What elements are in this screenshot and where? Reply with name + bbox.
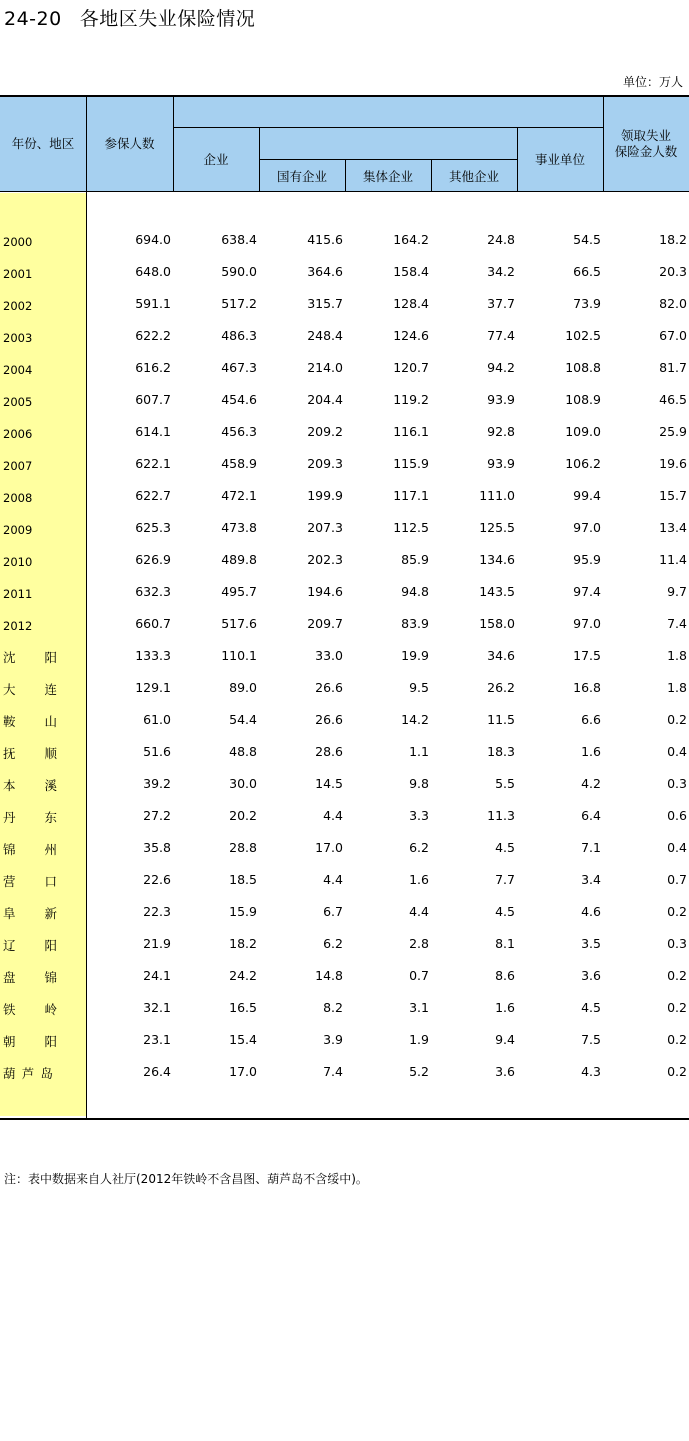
table-row xyxy=(0,254,689,286)
row-label: 本 溪 xyxy=(3,778,57,793)
row-label: 2003 xyxy=(3,331,33,345)
table-cell: 4.5 xyxy=(495,840,515,855)
table-cell: 473.8 xyxy=(221,520,257,535)
table-cell: 14.8 xyxy=(315,968,343,983)
row-label: 沈 阳 xyxy=(3,650,57,665)
table-cell: 24.1 xyxy=(143,968,171,983)
table-cell: 85.9 xyxy=(401,552,429,567)
table-cell: 0.2 xyxy=(667,968,687,983)
row-label: 阜 新 xyxy=(3,906,57,921)
table-cell: 4.4 xyxy=(409,904,429,919)
table-cell: 94.2 xyxy=(487,360,515,375)
table-cell: 66.5 xyxy=(573,264,601,279)
table-cell: 622.2 xyxy=(135,328,171,343)
table-cell: 94.8 xyxy=(401,584,429,599)
table-cell: 32.1 xyxy=(143,1000,171,1015)
table-cell: 456.3 xyxy=(221,424,257,439)
row-label: 2011 xyxy=(3,587,33,601)
table-cell: 129.1 xyxy=(135,680,171,695)
table-cell: 16.5 xyxy=(229,1000,257,1015)
table-cell: 0.7 xyxy=(667,872,687,887)
table-cell: 134.6 xyxy=(479,552,515,567)
table-cell: 18.2 xyxy=(229,936,257,951)
table-cell: 48.8 xyxy=(229,744,257,759)
table-cell: 54.4 xyxy=(229,712,257,727)
row-label: 锦 州 xyxy=(3,842,57,857)
table-cell: 209.2 xyxy=(307,424,343,439)
table-cell: 204.4 xyxy=(307,392,343,407)
table-row xyxy=(0,382,689,414)
table-cell: 24.8 xyxy=(487,232,515,247)
table-cell: 39.2 xyxy=(143,776,171,791)
header-recipients-line2: 保险金人数 xyxy=(614,144,678,159)
table-row xyxy=(0,766,689,798)
table-row xyxy=(0,318,689,350)
table-cell: 660.7 xyxy=(135,616,171,631)
table-cell: 7.7 xyxy=(495,872,515,887)
table-cell: 1.8 xyxy=(667,648,687,663)
row-label: 丹 东 xyxy=(3,810,57,825)
table-cell: 0.2 xyxy=(667,712,687,727)
header-insured: 参保人数 xyxy=(104,136,155,151)
table-cell: 17.5 xyxy=(573,648,601,663)
table-cell: 30.0 xyxy=(229,776,257,791)
table-cell: 614.1 xyxy=(135,424,171,439)
table-cell: 638.4 xyxy=(221,232,257,247)
table-cell: 2.8 xyxy=(409,936,429,951)
table-cell: 15.7 xyxy=(659,488,687,503)
row-label: 2006 xyxy=(3,427,33,441)
table-row xyxy=(0,862,689,894)
table-cell: 489.8 xyxy=(221,552,257,567)
table-row xyxy=(0,222,689,254)
table-cell: 20.3 xyxy=(659,264,687,279)
table-cell: 8.6 xyxy=(495,968,515,983)
table-cell: 7.4 xyxy=(323,1064,343,1079)
table-cell: 106.2 xyxy=(565,456,601,471)
table-cell: 17.0 xyxy=(229,1064,257,1079)
page-title xyxy=(4,4,255,31)
table-cell: 248.4 xyxy=(307,328,343,343)
table-cell: 3.5 xyxy=(581,936,601,951)
table-row xyxy=(0,478,689,510)
table-cell: 0.4 xyxy=(667,840,687,855)
data-table xyxy=(0,95,689,1120)
table-cell: 73.9 xyxy=(573,296,601,311)
row-label: 2012 xyxy=(3,619,33,633)
table-row xyxy=(0,798,689,830)
table-cell: 458.9 xyxy=(221,456,257,471)
table-cell: 0.3 xyxy=(667,776,687,791)
table-cell: 51.6 xyxy=(143,744,171,759)
table-cell: 110.1 xyxy=(221,648,257,663)
table-cell: 81.7 xyxy=(659,360,687,375)
table-cell: 6.2 xyxy=(409,840,429,855)
table-cell: 517.6 xyxy=(221,616,257,631)
row-label: 2004 xyxy=(3,363,33,377)
table-cell: 119.2 xyxy=(393,392,429,407)
table-cell: 15.9 xyxy=(229,904,257,919)
table-cell: 3.1 xyxy=(409,1000,429,1015)
table-row xyxy=(0,830,689,862)
table-cell: 6.2 xyxy=(323,936,343,951)
table-cell: 8.2 xyxy=(323,1000,343,1015)
table-cell: 632.3 xyxy=(135,584,171,599)
row-label: 鞍 山 xyxy=(3,714,57,729)
table-cell: 26.4 xyxy=(143,1064,171,1079)
table-row xyxy=(0,510,689,542)
table-cell: 590.0 xyxy=(221,264,257,279)
table-cell: 21.9 xyxy=(143,936,171,951)
table-cell: 648.0 xyxy=(135,264,171,279)
header-institution: 事业单位 xyxy=(534,152,585,167)
footnote: 注：表中数据来自人社厅(2012年铁岭不含昌图、葫芦岛不含绥中)。 xyxy=(4,1172,368,1186)
table-cell: 20.2 xyxy=(229,808,257,823)
table-cell: 14.2 xyxy=(401,712,429,727)
table-cell: 111.0 xyxy=(479,488,515,503)
table-cell: 34.2 xyxy=(487,264,515,279)
row-label: 2009 xyxy=(3,523,33,537)
table-cell: 11.4 xyxy=(659,552,687,567)
header-enterprise: 企业 xyxy=(203,152,229,167)
table-bottom-rule xyxy=(0,1118,689,1120)
header-divider xyxy=(173,127,603,128)
table-row xyxy=(0,1054,689,1086)
table-cell: 202.3 xyxy=(307,552,343,567)
table-cell: 315.7 xyxy=(307,296,343,311)
table-row xyxy=(0,926,689,958)
table-cell: 108.8 xyxy=(565,360,601,375)
row-label: 铁 岭 xyxy=(3,1002,57,1017)
table-cell: 83.9 xyxy=(401,616,429,631)
table-cell: 33.0 xyxy=(315,648,343,663)
table-cell: 4.2 xyxy=(581,776,601,791)
table-cell: 0.2 xyxy=(667,1032,687,1047)
table-cell: 35.8 xyxy=(143,840,171,855)
table-cell: 8.1 xyxy=(495,936,515,951)
table-title: 各地区失业保险情况 xyxy=(79,8,256,30)
table-row xyxy=(0,958,689,990)
table-row xyxy=(0,702,689,734)
table-row xyxy=(0,574,689,606)
table-cell: 0.3 xyxy=(667,936,687,951)
table-cell: 607.7 xyxy=(135,392,171,407)
table-cell: 120.7 xyxy=(393,360,429,375)
table-cell: 164.2 xyxy=(393,232,429,247)
row-label: 2001 xyxy=(3,267,33,281)
table-cell: 89.0 xyxy=(229,680,257,695)
table-cell: 93.9 xyxy=(487,456,515,471)
table-cell: 6.6 xyxy=(581,712,601,727)
table-cell: 124.6 xyxy=(393,328,429,343)
row-label: 大 连 xyxy=(3,682,57,697)
table-cell: 1.9 xyxy=(409,1032,429,1047)
table-cell: 486.3 xyxy=(221,328,257,343)
table-cell: 467.3 xyxy=(221,360,257,375)
row-label: 营 口 xyxy=(3,874,57,889)
table-cell: 28.6 xyxy=(315,744,343,759)
table-cell: 616.2 xyxy=(135,360,171,375)
table-cell: 22.6 xyxy=(143,872,171,887)
table-cell: 0.7 xyxy=(409,968,429,983)
table-cell: 28.8 xyxy=(229,840,257,855)
table-cell: 11.5 xyxy=(487,712,515,727)
table-cell: 14.5 xyxy=(315,776,343,791)
table-cell: 4.4 xyxy=(323,808,343,823)
table-cell: 9.8 xyxy=(409,776,429,791)
table-row xyxy=(0,894,689,926)
table-cell: 0.2 xyxy=(667,1064,687,1079)
table-cell: 92.8 xyxy=(487,424,515,439)
row-label: 盘 锦 xyxy=(3,970,57,985)
header-region: 年份、地区 xyxy=(11,136,75,151)
table-cell: 9.7 xyxy=(667,584,687,599)
table-cell: 125.5 xyxy=(479,520,515,535)
table-cell: 25.9 xyxy=(659,424,687,439)
table-cell: 108.9 xyxy=(565,392,601,407)
table-cell: 0.2 xyxy=(667,904,687,919)
table-cell: 13.4 xyxy=(659,520,687,535)
row-label: 朝 阳 xyxy=(3,1034,57,1049)
table-cell: 102.5 xyxy=(565,328,601,343)
table-cell: 17.0 xyxy=(315,840,343,855)
table-cell: 694.0 xyxy=(135,232,171,247)
table-cell: 214.0 xyxy=(307,360,343,375)
row-label: 抚 顺 xyxy=(3,746,57,761)
table-cell: 97.4 xyxy=(573,584,601,599)
table-cell: 3.9 xyxy=(323,1032,343,1047)
table-cell: 591.1 xyxy=(135,296,171,311)
table-row xyxy=(0,446,689,478)
table-cell: 622.7 xyxy=(135,488,171,503)
table-cell: 209.3 xyxy=(307,456,343,471)
table-cell: 23.1 xyxy=(143,1032,171,1047)
table-cell: 99.4 xyxy=(573,488,601,503)
table-cell: 109.0 xyxy=(565,424,601,439)
table-number: 24-20 xyxy=(4,8,62,30)
table-cell: 622.1 xyxy=(135,456,171,471)
table-cell: 209.7 xyxy=(307,616,343,631)
table-cell: 97.0 xyxy=(573,520,601,535)
table-row xyxy=(0,414,689,446)
header-collective: 集体企业 xyxy=(362,169,413,184)
unit-label: 单位：万人 xyxy=(622,75,683,89)
table-cell: 15.4 xyxy=(229,1032,257,1047)
table-cell: 9.4 xyxy=(495,1032,515,1047)
table-cell: 158.0 xyxy=(479,616,515,631)
table-cell: 4.3 xyxy=(581,1064,601,1079)
table-cell: 625.3 xyxy=(135,520,171,535)
table-cell: 18.5 xyxy=(229,872,257,887)
table-cell: 9.5 xyxy=(409,680,429,695)
row-label: 辽 阳 xyxy=(3,938,57,953)
table-cell: 93.9 xyxy=(487,392,515,407)
table-cell: 67.0 xyxy=(659,328,687,343)
table-cell: 7.4 xyxy=(667,616,687,631)
header-recipients-line1: 领取失业 xyxy=(620,128,671,143)
table-cell: 19.9 xyxy=(401,648,429,663)
table-cell: 46.5 xyxy=(659,392,687,407)
table-cell: 26.6 xyxy=(315,712,343,727)
table-cell: 472.1 xyxy=(221,488,257,503)
header-state-owned: 国有企业 xyxy=(276,169,327,184)
table-cell: 34.6 xyxy=(487,648,515,663)
table-row xyxy=(0,286,689,318)
table-cell: 0.4 xyxy=(667,744,687,759)
table-cell: 97.0 xyxy=(573,616,601,631)
table-cell: 18.2 xyxy=(659,232,687,247)
row-label: 2002 xyxy=(3,299,33,313)
row-label: 2007 xyxy=(3,459,33,473)
table-cell: 199.9 xyxy=(307,488,343,503)
table-cell: 4.5 xyxy=(495,904,515,919)
table-cell: 626.9 xyxy=(135,552,171,567)
table-cell: 5.2 xyxy=(409,1064,429,1079)
table-cell: 95.9 xyxy=(573,552,601,567)
table-cell: 5.5 xyxy=(495,776,515,791)
table-cell: 37.7 xyxy=(487,296,515,311)
table-cell: 54.5 xyxy=(573,232,601,247)
table-cell: 364.6 xyxy=(307,264,343,279)
row-label: 2005 xyxy=(3,395,33,409)
table-cell: 26.2 xyxy=(487,680,515,695)
table-cell: 22.3 xyxy=(143,904,171,919)
table-cell: 128.4 xyxy=(393,296,429,311)
table-cell: 6.7 xyxy=(323,904,343,919)
header-recipients xyxy=(603,128,689,160)
table-cell: 117.1 xyxy=(393,488,429,503)
table-row xyxy=(0,990,689,1022)
table-cell: 0.2 xyxy=(667,1000,687,1015)
table-cell: 3.3 xyxy=(409,808,429,823)
table-cell: 116.1 xyxy=(393,424,429,439)
row-label: 2000 xyxy=(3,235,33,249)
table-cell: 77.4 xyxy=(487,328,515,343)
row-label: 葫 芦 岛 xyxy=(3,1066,53,1081)
table-cell: 4.6 xyxy=(581,904,601,919)
row-label: 2010 xyxy=(3,555,33,569)
table-cell: 6.4 xyxy=(581,808,601,823)
table-cell: 3.4 xyxy=(581,872,601,887)
table-cell: 82.0 xyxy=(659,296,687,311)
table-cell: 3.6 xyxy=(495,1064,515,1079)
table-row xyxy=(0,734,689,766)
table-cell: 517.2 xyxy=(221,296,257,311)
table-cell: 1.6 xyxy=(409,872,429,887)
table-cell: 7.5 xyxy=(581,1032,601,1047)
table-cell: 415.6 xyxy=(307,232,343,247)
table-row xyxy=(0,1022,689,1054)
row-label: 2008 xyxy=(3,491,33,505)
table-cell: 16.8 xyxy=(573,680,601,695)
table-cell: 454.6 xyxy=(221,392,257,407)
table-cell: 112.5 xyxy=(393,520,429,535)
table-cell: 19.6 xyxy=(659,456,687,471)
table-cell: 4.4 xyxy=(323,872,343,887)
table-cell: 7.1 xyxy=(581,840,601,855)
table-cell: 11.3 xyxy=(487,808,515,823)
table-cell: 26.6 xyxy=(315,680,343,695)
table-cell: 207.3 xyxy=(307,520,343,535)
table-cell: 27.2 xyxy=(143,808,171,823)
table-cell: 194.6 xyxy=(307,584,343,599)
table-cell: 3.6 xyxy=(581,968,601,983)
table-cell: 115.9 xyxy=(393,456,429,471)
table-cell: 1.1 xyxy=(409,744,429,759)
table-cell: 158.4 xyxy=(393,264,429,279)
table-cell: 133.3 xyxy=(135,648,171,663)
table-row xyxy=(0,350,689,382)
header-divider xyxy=(259,159,517,160)
header-other: 其他企业 xyxy=(448,169,499,184)
column-divider xyxy=(173,97,174,191)
table-cell: 24.2 xyxy=(229,968,257,983)
table-cell: 18.3 xyxy=(487,744,515,759)
table-cell: 495.7 xyxy=(221,584,257,599)
table-row xyxy=(0,638,689,670)
table-cell: 61.0 xyxy=(143,712,171,727)
table-row xyxy=(0,542,689,574)
table-cell: 143.5 xyxy=(479,584,515,599)
table-row xyxy=(0,606,689,638)
table-cell: 1.8 xyxy=(667,680,687,695)
table-cell: 1.6 xyxy=(581,744,601,759)
table-cell: 0.6 xyxy=(667,808,687,823)
table-row xyxy=(0,670,689,702)
table-cell: 1.6 xyxy=(495,1000,515,1015)
table-cell: 4.5 xyxy=(581,1000,601,1015)
